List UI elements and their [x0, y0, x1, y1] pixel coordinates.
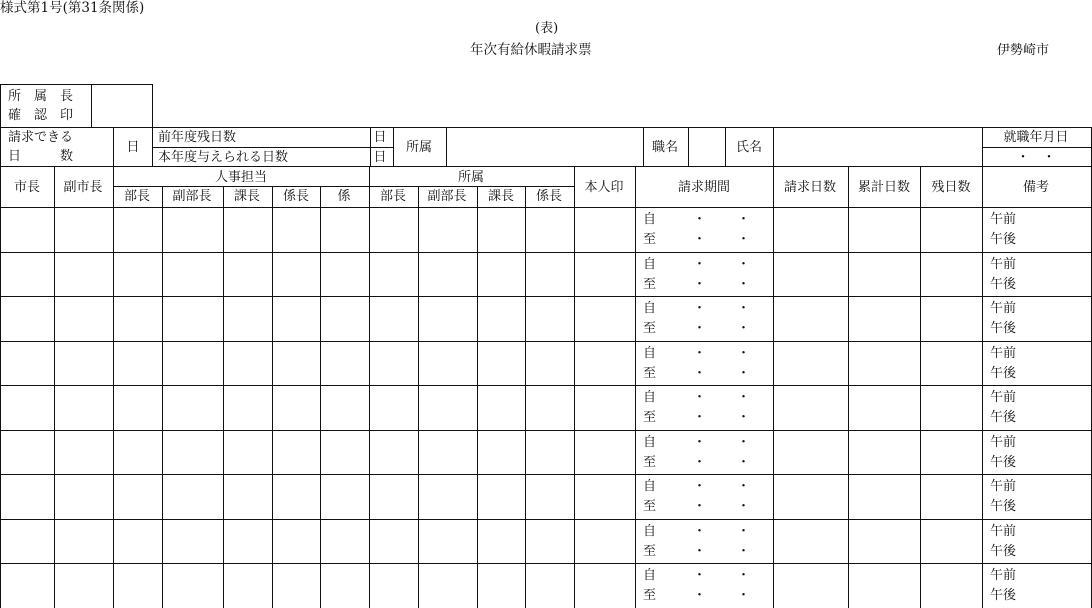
grid-line [635, 166, 636, 608]
date-dot: ・ [737, 455, 751, 470]
date-dot: ・ [737, 277, 751, 292]
date-dot: ・ [737, 499, 751, 514]
date-dot: ・ [693, 212, 707, 227]
remarks-am: 午前 [990, 568, 1017, 583]
grid-line [320, 186, 321, 608]
remarks-am: 午前 [990, 346, 1017, 361]
column-request-period: 請求期間 [677, 180, 731, 195]
table-row-line [0, 341, 1092, 342]
period-from: 自 [643, 212, 657, 227]
grid-line [982, 147, 1092, 148]
grid-line [477, 186, 478, 608]
column-request-days: 請求日数 [783, 180, 837, 195]
employment-date-dots: ・ ・ [1016, 150, 1056, 165]
date-dot: ・ [693, 366, 707, 381]
date-dot: ・ [693, 568, 707, 583]
subheader-line [113, 186, 575, 187]
remarks-am: 午前 [990, 257, 1017, 272]
remarks-am: 午前 [990, 390, 1017, 405]
remarks-pm: 午後 [990, 455, 1017, 470]
table-row-line [0, 519, 1092, 520]
date-dot: ・ [737, 321, 751, 336]
grid-line [773, 127, 774, 167]
date-dot: ・ [693, 544, 707, 559]
date-dot: ・ [737, 366, 751, 381]
grid-line [982, 127, 983, 167]
request-days-label: 請求できる [8, 130, 74, 145]
period-to: 至 [643, 232, 657, 247]
grid-line [113, 166, 114, 608]
column-self-seal: 本人印 [584, 180, 624, 195]
grid-line [525, 186, 526, 608]
remarks-am: 午前 [990, 524, 1017, 539]
city-name: 伊勢崎市 [997, 43, 1050, 58]
column-hr-2: 課長 [233, 189, 261, 204]
date-dot: ・ [693, 321, 707, 336]
remarks-pm: 午後 [990, 366, 1017, 381]
date-dot: ・ [737, 435, 751, 450]
column-hr-0: 部長 [123, 189, 151, 204]
remarks-am: 午前 [990, 479, 1017, 494]
remarks-am: 午前 [990, 435, 1017, 450]
grid-line [688, 127, 689, 167]
column-dept-1: 副部長 [427, 189, 467, 204]
date-dot: ・ [737, 390, 751, 405]
column-remarks: 備考 [1022, 180, 1050, 195]
date-dot: ・ [737, 524, 751, 539]
column-hr-4: 係 [337, 189, 351, 204]
day-unit: 日 [373, 150, 387, 165]
column-hr-group: 人事担当 [214, 170, 268, 185]
date-dot: ・ [737, 410, 751, 425]
grid-line [91, 84, 92, 128]
employment-date-label: 就職年月日 [1003, 130, 1069, 145]
date-dot: ・ [737, 588, 751, 603]
column-hr-3: 係長 [282, 189, 310, 204]
column-dept-group: 所属 [457, 170, 485, 185]
approval-box-border [0, 84, 153, 85]
date-dot: ・ [737, 568, 751, 583]
remarks-pm: 午後 [990, 544, 1017, 559]
position-label: 職名 [651, 140, 679, 155]
period-from: 自 [643, 301, 657, 316]
grid-line [370, 127, 371, 167]
period-from: 自 [643, 257, 657, 272]
request-days-label: 日 数 [8, 149, 74, 164]
remarks-pm: 午後 [990, 232, 1017, 247]
column-cumulative-days: 累計日数 [857, 180, 911, 195]
form-reference: 様式第1号(第31条関係) [0, 0, 145, 16]
date-dot: ・ [693, 435, 707, 450]
grid-line [773, 166, 774, 608]
grid-line [272, 186, 273, 608]
period-to: 至 [643, 499, 657, 514]
date-dot: ・ [693, 346, 707, 361]
remarks-pm: 午後 [990, 277, 1017, 292]
period-from: 自 [643, 435, 657, 450]
front-side-label: (表) [535, 21, 559, 36]
table-row-line [0, 296, 1092, 297]
period-from: 自 [643, 390, 657, 405]
grid-line [446, 127, 447, 167]
grid-line [418, 186, 419, 608]
period-to: 至 [643, 588, 657, 603]
grid-line [393, 127, 394, 167]
grid-line [152, 84, 153, 128]
table-row-line [0, 385, 1092, 386]
date-dot: ・ [693, 277, 707, 292]
grid-line [982, 166, 983, 608]
date-dot: ・ [737, 301, 751, 316]
remarks-am: 午前 [990, 212, 1017, 227]
name-label: 氏名 [735, 140, 763, 155]
grid-line [920, 166, 921, 608]
period-from: 自 [643, 479, 657, 494]
period-to: 至 [643, 277, 657, 292]
date-dot: ・ [693, 301, 707, 316]
date-dot: ・ [737, 257, 751, 272]
remarks-pm: 午後 [990, 499, 1017, 514]
date-dot: ・ [693, 499, 707, 514]
date-dot: ・ [693, 524, 707, 539]
period-to: 至 [643, 455, 657, 470]
this-year-days-label: 本年度与えられる日数 [158, 150, 289, 165]
column-mayor: 市長 [13, 180, 41, 195]
grid-line [369, 166, 370, 608]
table-row-line [0, 563, 1092, 564]
column-hr-1: 副部長 [172, 189, 212, 204]
grid-line [162, 186, 163, 608]
period-to: 至 [643, 410, 657, 425]
date-dot: ・ [737, 544, 751, 559]
header-row-top [0, 166, 1092, 167]
document-title: 年次有給休暇請求票 [470, 42, 592, 58]
period-to: 至 [643, 321, 657, 336]
date-dot: ・ [737, 479, 751, 494]
table-row-line [0, 474, 1092, 475]
table-row-line [0, 252, 1092, 253]
period-to: 至 [643, 544, 657, 559]
body-top [0, 207, 1092, 208]
period-from: 自 [643, 346, 657, 361]
grid-line [54, 166, 55, 608]
date-dot: ・ [737, 346, 751, 361]
date-dot: ・ [693, 232, 707, 247]
grid-line [725, 127, 726, 167]
date-dot: ・ [693, 410, 707, 425]
date-dot: ・ [693, 588, 707, 603]
period-from: 自 [643, 568, 657, 583]
prev-year-remaining-label: 前年度残日数 [158, 130, 237, 145]
date-dot: ・ [693, 390, 707, 405]
date-dot: ・ [693, 257, 707, 272]
grid-line [152, 127, 153, 167]
date-dot: ・ [693, 479, 707, 494]
column-dept-3: 係長 [535, 189, 563, 204]
period-to: 至 [643, 366, 657, 381]
grid-line [223, 186, 224, 608]
grid-line [574, 166, 575, 608]
grid-line [643, 127, 644, 167]
column-remaining-days: 残日数 [931, 180, 971, 195]
info-row-top [0, 127, 1092, 128]
remarks-pm: 午後 [990, 588, 1017, 603]
approval-label: 所 属 長 [8, 89, 74, 104]
column-dept-0: 部長 [379, 189, 407, 204]
column-vice-mayor: 副市長 [63, 180, 103, 195]
date-dot: ・ [693, 455, 707, 470]
grid-line [152, 147, 394, 148]
remarks-pm: 午後 [990, 410, 1017, 425]
day-unit: 日 [126, 140, 140, 155]
date-dot: ・ [737, 232, 751, 247]
remarks-pm: 午後 [990, 321, 1017, 336]
grid-line [113, 127, 114, 167]
day-unit: 日 [373, 130, 387, 145]
table-left-border [0, 84, 1, 608]
affiliation-label: 所属 [405, 140, 433, 155]
column-dept-2: 課長 [487, 189, 515, 204]
period-from: 自 [643, 524, 657, 539]
remarks-am: 午前 [990, 301, 1017, 316]
approval-label: 確 認 印 [8, 108, 74, 123]
table-row-line [0, 430, 1092, 431]
grid-line [848, 166, 849, 608]
date-dot: ・ [737, 212, 751, 227]
